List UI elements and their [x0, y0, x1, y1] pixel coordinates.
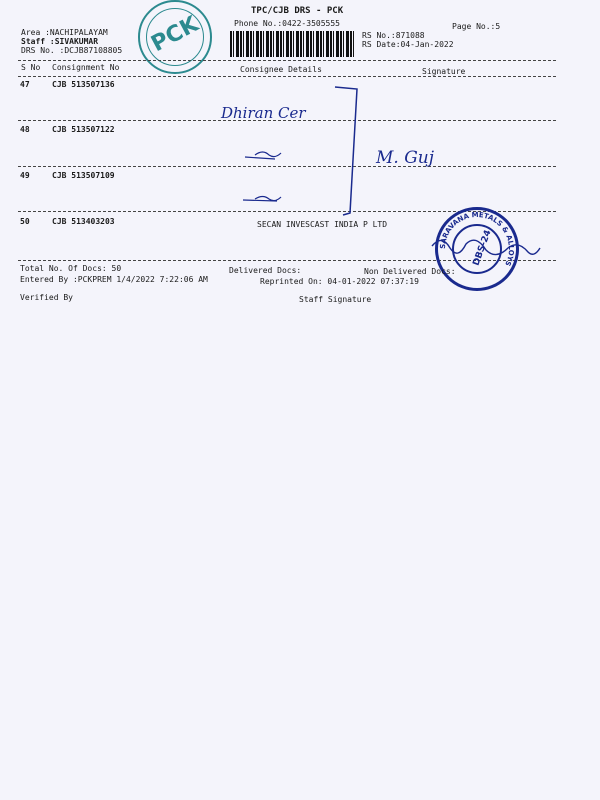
- pck-stamp: [138, 0, 212, 74]
- phone-number: Phone No.:0422-3505555: [234, 19, 340, 28]
- company-stamp-code: DBS-24: [471, 228, 494, 268]
- reprinted-on: Reprinted On: 04-01-2022 07:37:19: [260, 277, 419, 286]
- consignment-number: CJB 513507109: [52, 171, 115, 180]
- column-consignee: Consignee Details: [240, 65, 322, 74]
- handwritten-name: Dhiran Cer: [221, 104, 306, 122]
- staff-label: Staff :SIVAKUMAR: [21, 37, 99, 46]
- total-docs: Total No. Of Docs: 50: [20, 264, 122, 273]
- consignment-number: CJB 513403203: [52, 217, 115, 226]
- stamp-signature-ink: [430, 232, 545, 262]
- handwritten-signature: M. Guj: [376, 148, 435, 168]
- pck-stamp-text: PCK: [147, 11, 203, 58]
- column-sno: S No: [21, 63, 41, 72]
- rs-number: RS No.:871088: [362, 31, 425, 40]
- consignment-number: CJB 513507136: [52, 80, 115, 89]
- row-number: 50: [20, 217, 30, 226]
- area-label: Area :NACHIPALAYAM: [21, 28, 108, 37]
- document-title: TPC/CJB DRS - PCK: [251, 6, 344, 16]
- company-stamp-text: SARAVANA METALS & ALLOYS: [438, 210, 516, 268]
- divider: [18, 60, 556, 61]
- staff-signature: Staff Signature: [299, 295, 372, 304]
- delivered-docs: Delivered Docs:: [229, 266, 302, 275]
- row-number: 49: [20, 171, 30, 180]
- row-number: 47: [20, 80, 30, 89]
- entered-by: Entered By :PCKPREM 1/4/2022 7:22:06 AM: [20, 275, 208, 284]
- column-consignment: Consignment No: [52, 63, 120, 72]
- consignee-name: SECAN INVESCAST INDIA P LTD: [257, 220, 388, 229]
- row-number: 48: [20, 125, 30, 134]
- non-delivered-docs: Non Delivered Docs:: [364, 267, 456, 276]
- divider: [18, 76, 556, 77]
- column-signature: Signature: [422, 67, 466, 76]
- drs-number: DRS No. :DCJB87108805: [21, 46, 123, 55]
- barcode: [230, 31, 356, 57]
- consignment-number: CJB 513507122: [52, 125, 115, 134]
- rs-date: RS Date:04-Jan-2022: [362, 40, 454, 49]
- verified-by: Verified By: [20, 293, 73, 302]
- page-number: Page No.:5: [452, 22, 501, 31]
